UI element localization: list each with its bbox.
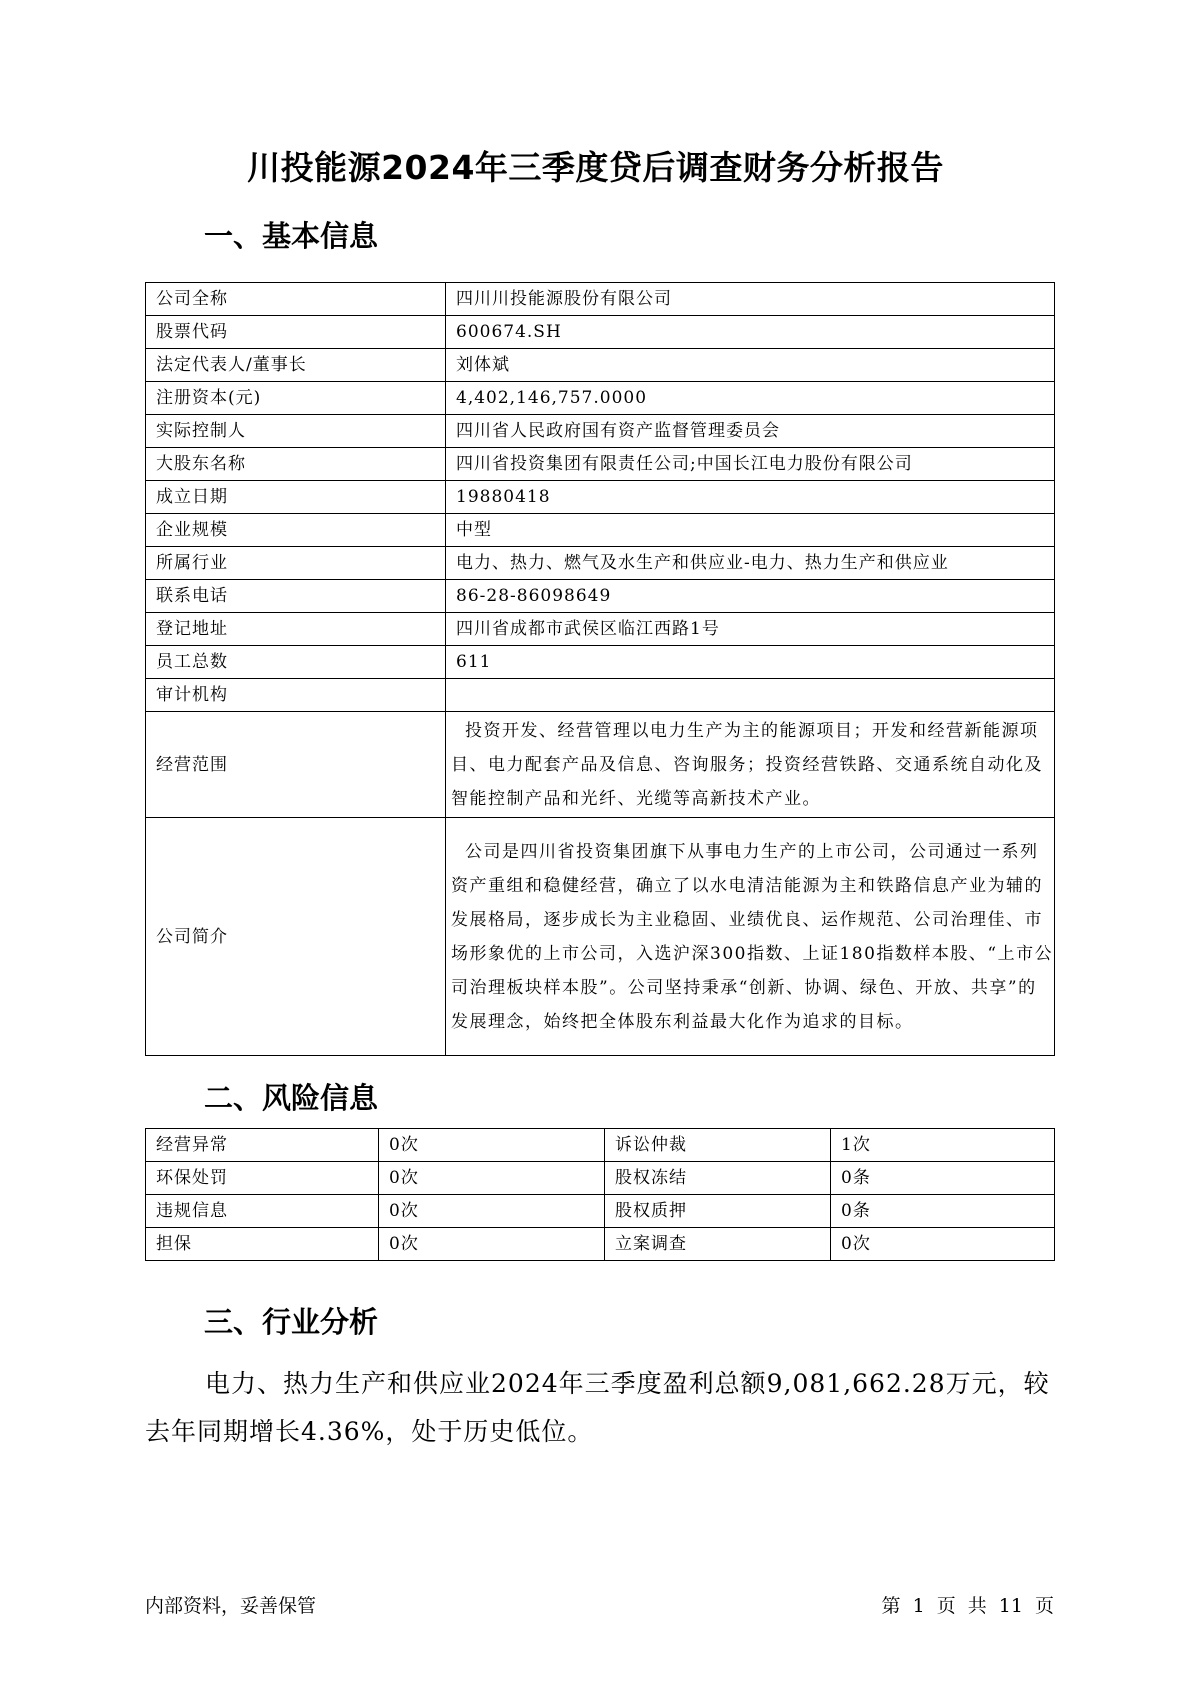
basic-info-value: 611	[446, 646, 1055, 679]
business-scope-text: 投资开发、经营管理以电力生产为主的能源项目；开发和经营新能源项目、电力配套产品及信息、咨询服务；投资经营铁路、交通系统自动化及智能控制产品和光纤、光缆等高新技术产业。	[446, 712, 1055, 818]
table-row	[146, 448, 1055, 481]
risk-value: 0条	[831, 1162, 1055, 1195]
table-row	[146, 481, 1055, 514]
risk-value: 0条	[831, 1195, 1055, 1228]
section-heading-risk-info: 二、风险信息	[204, 1081, 379, 1115]
basic-info-value: 中型	[446, 514, 1055, 547]
risk-label: 诉讼仲裁	[605, 1129, 831, 1162]
risk-label: 立案调查	[605, 1228, 831, 1261]
table-row	[146, 613, 1055, 646]
table-row	[146, 349, 1055, 382]
basic-info-label: 所属行业	[146, 547, 446, 580]
table-row	[146, 382, 1055, 415]
risk-label: 担保	[146, 1228, 379, 1261]
basic-info-value: 4,402,146,757.0000	[446, 382, 1055, 415]
table-row	[146, 415, 1055, 448]
basic-info-value: 600674.SH	[446, 316, 1055, 349]
table-row	[146, 283, 1055, 316]
risk-value: 0次	[379, 1195, 605, 1228]
basic-info-label: 审计机构	[146, 679, 446, 712]
table-row	[146, 514, 1055, 547]
table-row	[146, 646, 1055, 679]
industry-analysis-paragraph: 电力、热力生产和供应业2024年三季度盈利总额9,081,662.28万元，较去年同期增长4.36%，处于历史低位。	[145, 1369, 1050, 1446]
basic-info-label: 联系电话	[146, 580, 446, 613]
basic-info-value: 四川川投能源股份有限公司	[446, 283, 1055, 316]
risk-value: 1次	[831, 1129, 1055, 1162]
table-row	[146, 1228, 1055, 1261]
basic-info-value: 四川省投资集团有限责任公司;中国长江电力股份有限公司	[446, 448, 1055, 481]
basic-info-value: 刘体斌	[446, 349, 1055, 382]
risk-label: 股权质押	[605, 1195, 831, 1228]
basic-info-label: 成立日期	[146, 481, 446, 514]
table-row	[146, 1195, 1055, 1228]
basic-info-value: 电力、热力、燃气及水生产和供应业-电力、热力生产和供应业	[446, 547, 1055, 580]
basic-info-value: 86-28-86098649	[446, 580, 1055, 613]
table-row	[146, 316, 1055, 349]
basic-info-label: 公司简介	[146, 818, 446, 1056]
section-heading-industry-analysis: 三、行业分析	[204, 1305, 379, 1339]
risk-label: 经营异常	[146, 1129, 379, 1162]
footer-page-number: 第 1 页 共 11 页	[881, 1595, 1054, 1617]
basic-info-value: 四川省成都市武侯区临江西路1号	[446, 613, 1055, 646]
section-heading-basic-info: 一、基本信息	[204, 219, 379, 253]
basic-info-table	[145, 282, 1055, 1056]
company-profile-text: 公司是四川省投资集团旗下从事电力生产的上市公司，公司通过一系列资产重组和稳健经营，确立了以水电清洁能源为主和铁路信息产业为辅的发展格局，逐步成长为主业稳固、业绩优良、运作规范、公司治理佳、市场形象优的上市公司，入选沪深300指数、上证180指数样本股、“上市公司治理板块样本股”。公司坚持秉承“创新、协调、绿色、开放、共享”的发展理念，始终把全体股东利益最大化作为追求的目标。	[446, 818, 1055, 1056]
table-row	[146, 712, 1055, 818]
risk-info-table	[145, 1128, 1055, 1261]
basic-info-label: 企业规模	[146, 514, 446, 547]
table-row	[146, 547, 1055, 580]
basic-info-label: 公司全称	[146, 283, 446, 316]
risk-label: 违规信息	[146, 1195, 379, 1228]
risk-value: 0次	[379, 1162, 605, 1195]
basic-info-label: 注册资本(元)	[146, 382, 446, 415]
risk-label: 环保处罚	[146, 1162, 379, 1195]
risk-value: 0次	[831, 1228, 1055, 1261]
risk-value: 0次	[379, 1228, 605, 1261]
table-row	[146, 818, 1055, 1056]
basic-info-value	[446, 679, 1055, 712]
table-row	[146, 1162, 1055, 1195]
table-row	[146, 679, 1055, 712]
table-row	[146, 1129, 1055, 1162]
basic-info-label: 大股东名称	[146, 448, 446, 481]
basic-info-label: 经营范围	[146, 712, 446, 818]
basic-info-value: 四川省人民政府国有资产监督管理委员会	[446, 415, 1055, 448]
document-title: 川投能源2024年三季度贷后调查财务分析报告	[247, 148, 944, 187]
basic-info-value: 19880418	[446, 481, 1055, 514]
basic-info-label: 法定代表人/董事长	[146, 349, 446, 382]
basic-info-label: 股票代码	[146, 316, 446, 349]
table-row	[146, 580, 1055, 613]
risk-label: 股权冻结	[605, 1162, 831, 1195]
basic-info-label: 实际控制人	[146, 415, 446, 448]
footer-confidential-note: 内部资料，妥善保管	[145, 1595, 317, 1617]
basic-info-label: 登记地址	[146, 613, 446, 646]
basic-info-label: 员工总数	[146, 646, 446, 679]
risk-value: 0次	[379, 1129, 605, 1162]
